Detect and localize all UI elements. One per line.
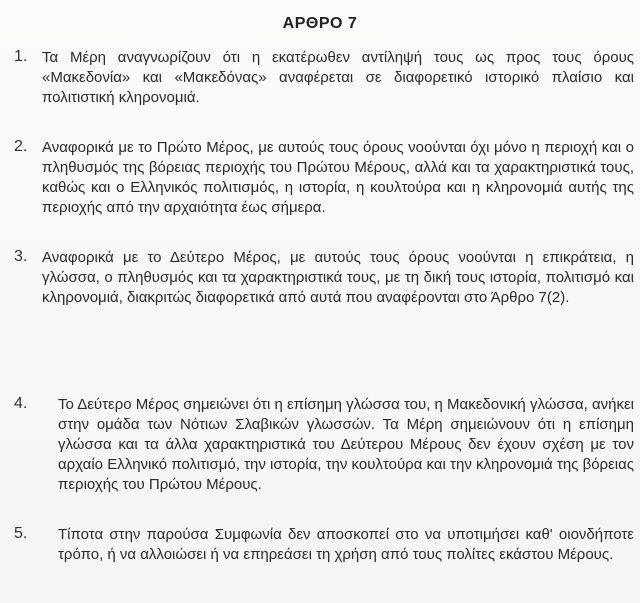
paragraph-text: Αναφορικά με το Δεύτερο Μέρος, με αυτούς τους όρους νοούνται η επικράτεια, η γλώσσα, ο πληθυσμός και τα χαρακτηριστικά τους, με τη δική τους ιστορία, πολιτισμό και κληρονομιά, διακριτώς διαφορετικά από αυτά που αναφέρονται στο Άρθρο 7(2). — [42, 249, 634, 306]
paragraph-text: Το Δεύτερο Μέρος σημειώνει ότι η επίσημη γλώσσα του, η Μακεδονική γλώσσα, ανήκει στην ομάδα των Νότιων Σλαβικών γλωσσών. Τα Μέρη σημειώνουν ότι η επίσημη γλώσσα και τα άλλα χαρακτηριστικά του Δεύτερου Μέρους δεν έχουν σχέση με τον αρχαίο Ελληνικό πολιτισμό, την ιστορία, την κουλτούρα και την κληρονομιά της βόρειας περιοχής του Πρώτου Μέρους. — [58, 396, 634, 493]
paragraph-number: 5. — [14, 525, 28, 542]
paragraph-text: Αναφορικά με το Πρώτο Μέρος, με αυτούς τους όρους νοούνται όχι μόνο η περιοχή και ο πληθυσμός της βόρειας περιοχής του Πρώτου Μέρους, αλλά και τα χαρακτηριστικά τους, καθώς και ο Ελληνικός πολιτισμός, η ιστορία, η κουλτούρα και η κληρονομιά αυτής της περιοχής από την αρχαιότητα έως σήμερα. — [42, 139, 634, 216]
paragraph-number: 1. — [14, 48, 28, 65]
paragraph-number: 3. — [14, 248, 28, 265]
paragraph-text: Τίποτα στην παρούσα Συμφωνία δεν αποσκοπεί στο να υποτιμήσει καθ' οιονδήποτε τρόπο, ή να αλλοιώσει ή να επηρεάσει τη χρήση από τους πολίτες εκάστου Μέρους. — [58, 526, 634, 563]
paragraph-number: 2. — [14, 138, 28, 155]
article-title: ΑΡΘΡΟ 7 — [282, 15, 358, 32]
paragraph-number: 4. — [14, 395, 28, 412]
paragraph-text: Τα Μέρη αναγνωρίζουν ότι η εκατέρωθεν αντίληψή τους ως προς τους όρους «Μακεδονία» και «Μακεδόνας» αναφέρεται σε διαφορετικό ιστορικό πλαίσιο και πολιτιστική κληρονομιά. — [42, 49, 634, 106]
